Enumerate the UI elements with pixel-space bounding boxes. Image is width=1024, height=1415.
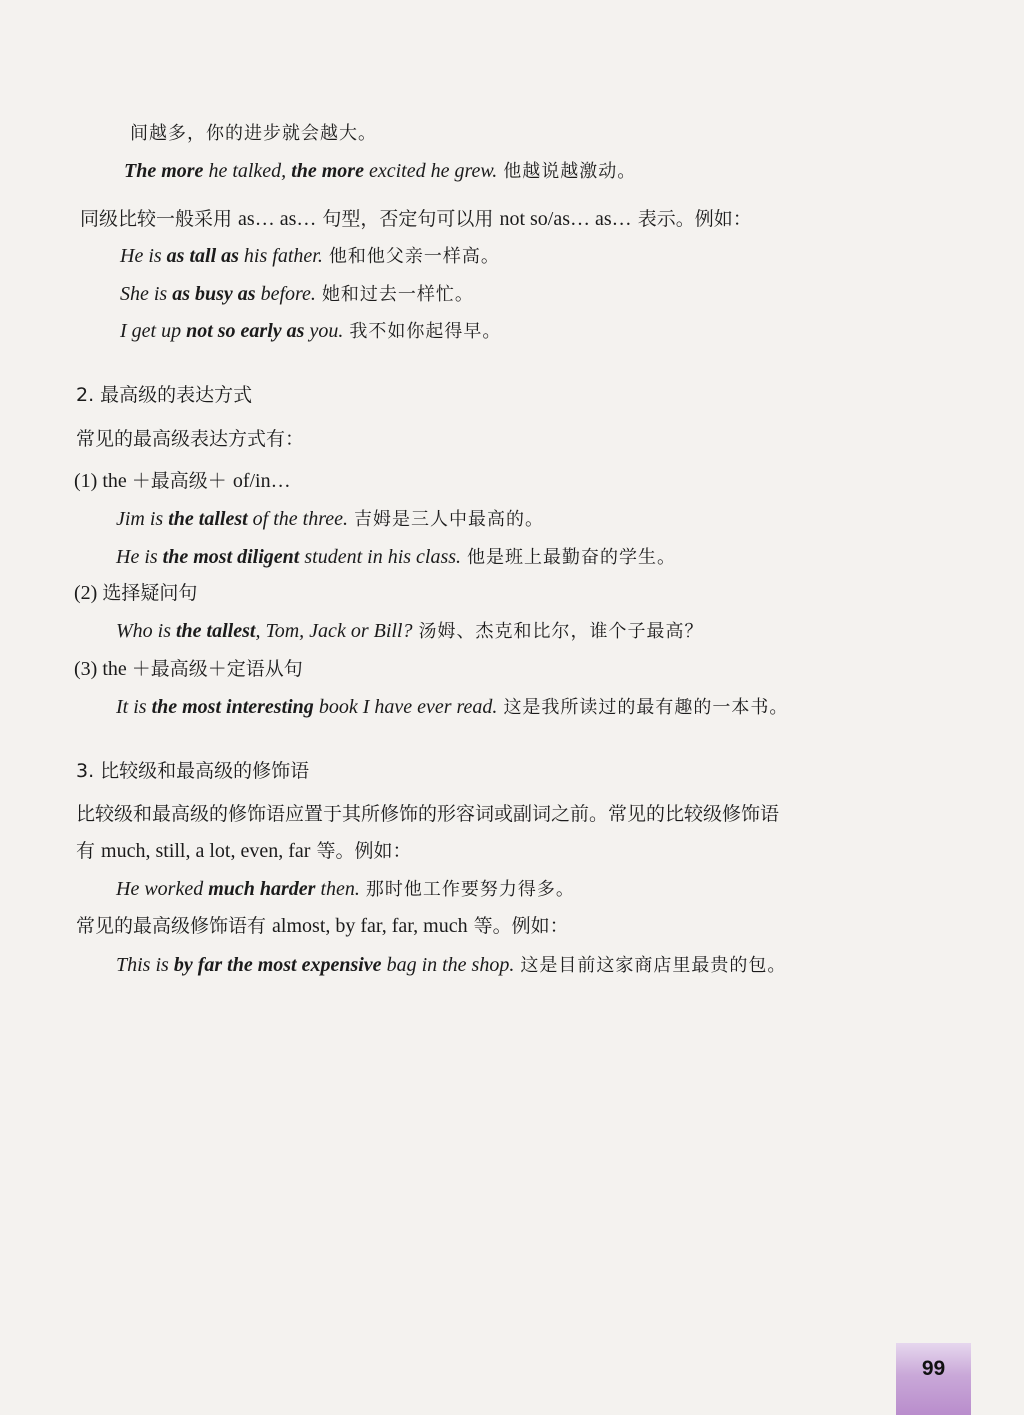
page-number: 99 (921, 1357, 946, 1380)
text-run: Who is (116, 620, 176, 642)
text-run: 他越说越激动。 (503, 161, 637, 182)
explanation-line (76, 801, 779, 827)
text-run: you. (304, 320, 344, 342)
text-run: ＋最高级＋定语从句 (131, 658, 303, 680)
text-run: 我不如你起得早。 (349, 321, 502, 342)
text-run: (2) (74, 582, 103, 604)
example-line (124, 158, 636, 185)
example-line (120, 281, 474, 308)
text-run: bag in the shop. (381, 954, 515, 976)
text-run: the tallest (168, 508, 248, 530)
text-run: The more (124, 160, 204, 182)
text-run: 表示。例如： (631, 208, 752, 230)
explanation-line (76, 913, 569, 939)
text-run: as tall as (166, 245, 239, 267)
explanation-line (76, 838, 411, 864)
text-run: 有 (76, 840, 102, 862)
example-line (116, 952, 786, 979)
section-heading-3 (76, 758, 309, 784)
text-run: She is (120, 283, 173, 305)
text-run: 最高级的表达方式 (100, 384, 253, 406)
text-run: 常见的最高级表达方式有： (76, 428, 305, 450)
text-run: not so/as… as… (499, 208, 632, 230)
text-run: 选择疑问句 (102, 582, 198, 604)
text-run: 吉姆是三人中最高的。 (354, 509, 545, 530)
text-run: He is (116, 546, 163, 568)
text-run: book I have ever read. (313, 696, 498, 718)
text-run: much, still, a lot, even, far (101, 840, 311, 862)
text-run: 常见的最高级修饰语有 (76, 915, 273, 937)
text-run: the most diligent (162, 546, 300, 568)
text-run: his father. (238, 245, 323, 267)
text-run: of the three. (247, 508, 349, 530)
section-heading-2 (76, 382, 252, 408)
text-run: (1) the (74, 470, 132, 492)
text-run: the most interesting (151, 696, 314, 718)
text-run: I get up (120, 320, 187, 342)
text-run: , Tom, Jack or Bill? (255, 620, 413, 642)
pattern-line-3 (74, 656, 303, 682)
text-run: 这是我所读过的最有趣的一本书。 (503, 697, 789, 718)
text-run: 他是班上最勤奋的学生。 (467, 547, 677, 568)
example-line (120, 318, 501, 345)
text-run: (3) the (74, 658, 132, 680)
text-run: 那时他工作要努力得多。 (365, 879, 575, 900)
example-line (116, 506, 544, 533)
text-run: 这是目前这家商店里最贵的包。 (520, 955, 787, 976)
example-line (116, 876, 575, 903)
text-run: the tallest (176, 620, 256, 642)
text-run: excited he grew. (363, 160, 498, 182)
text-run: almost, by far, far, much (272, 915, 468, 937)
text-run: student in his class. (299, 546, 462, 568)
text-run: Jim is (116, 508, 169, 530)
text-run: 间越多，你的进步就会越大。 (130, 123, 377, 144)
text-run: This is (116, 954, 174, 976)
example-line (116, 544, 676, 571)
text-run: of/in… (232, 470, 291, 492)
text-run: 比较级和最高级的修饰语 (100, 760, 310, 782)
text-run: 2. (76, 384, 101, 406)
text-run: much harder (208, 878, 316, 900)
text-run: then. (315, 878, 360, 900)
example-line (116, 694, 788, 721)
example-line (120, 243, 500, 270)
text-run: not so early as (186, 320, 305, 342)
text-run: as… as… (238, 208, 317, 230)
text-run: 汤姆、杰克和比尔，谁个子最高？ (418, 621, 704, 642)
pattern-line-1 (74, 468, 291, 494)
pattern-line-2 (74, 580, 197, 606)
explanation-line (76, 426, 304, 452)
text-run: 3. (76, 760, 101, 782)
example-line (116, 618, 703, 645)
text-run: 等。例如： (310, 840, 412, 862)
text-run: he talked, (203, 160, 292, 182)
text-run: before. (255, 283, 316, 305)
text-run: 等。例如： (467, 915, 569, 937)
text-run: He worked (116, 878, 209, 900)
text-run: ＋最高级＋ (131, 470, 233, 492)
text-run: He is (120, 245, 167, 267)
text-run: 同级比较一般采用 (80, 208, 239, 230)
text-run: 比较级和最高级的修饰语应置于其所修饰的形容词或副词之前。常见的比较级修饰语 (76, 803, 780, 825)
example-line (124, 120, 377, 147)
text-run: 他和他父亲一样高。 (328, 246, 500, 267)
text-run: by far the most expensive (173, 954, 382, 976)
text-run: It is (116, 696, 152, 718)
text-run: as busy as (172, 283, 256, 305)
explanation-line (80, 206, 752, 232)
text-run: 句型，否定句可以用 (316, 208, 500, 230)
text-run: the more (291, 160, 364, 182)
text-run: 她和过去一样忙。 (321, 284, 474, 305)
